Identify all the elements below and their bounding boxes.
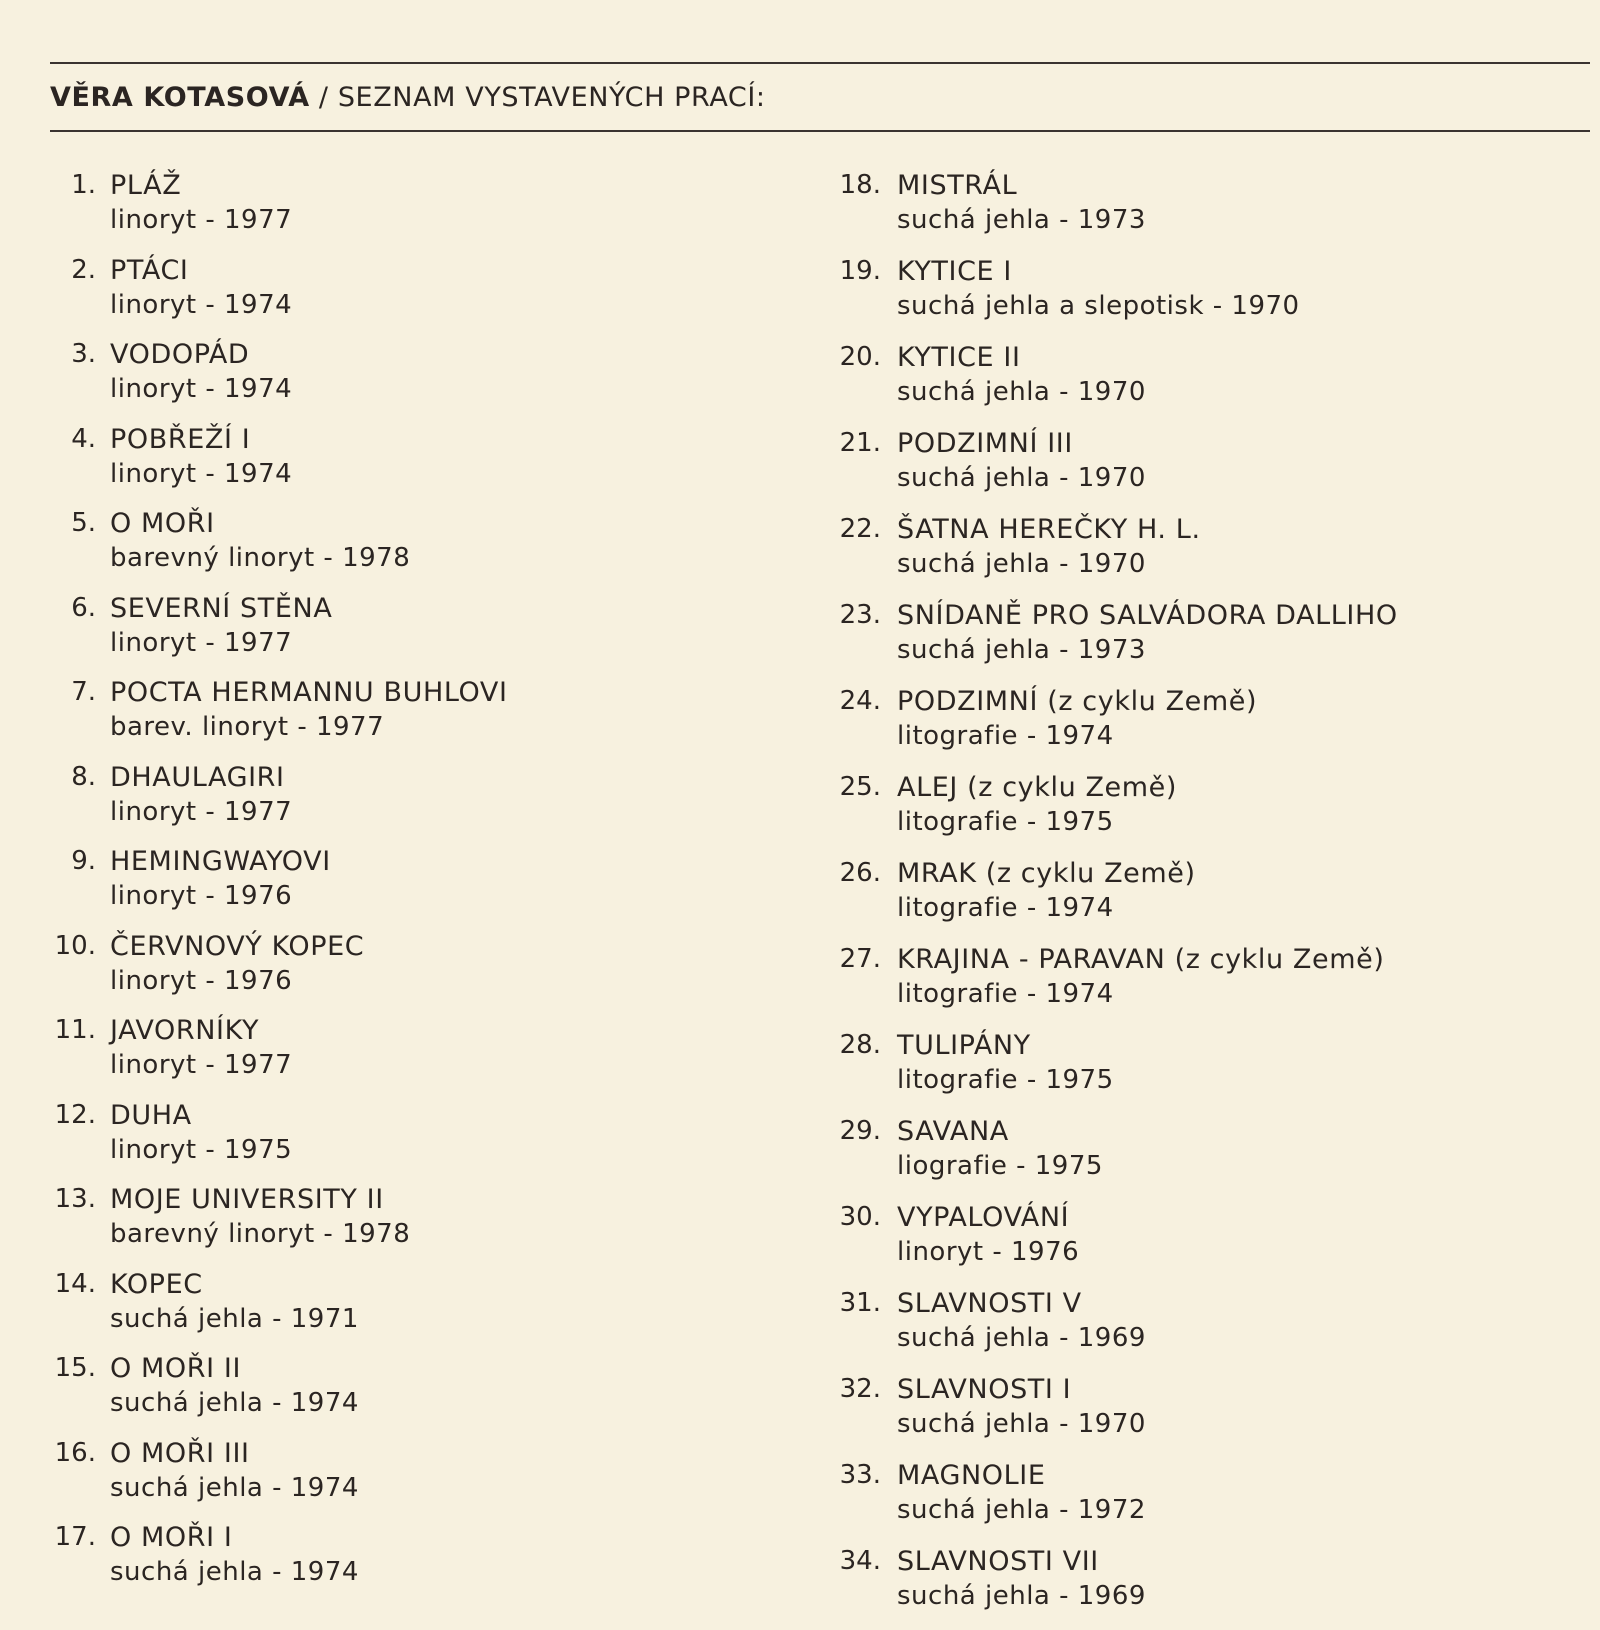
work-title: SAVANA [897,1116,1009,1147]
work-medium-year: linoryt - 1976 [897,1237,1080,1267]
list-item [835,598,1575,668]
item-number: 21. [839,428,881,458]
works-list-right [835,168,1575,1630]
work-title: DUHA [110,1099,192,1131]
list-item [835,168,1575,238]
work-title: POCTA HERMANNU BUHLOVI [110,677,508,708]
work-title: PODZIMNÍ III [897,428,1073,459]
list-item [50,1098,810,1168]
list-item [50,929,810,999]
work-title: KOPEC [110,1268,203,1300]
work-medium-year: suchá jehla - 1972 [897,1495,1146,1525]
work-medium-year: linoryt - 1974 [110,289,293,320]
work-medium-year: linoryt - 1977 [110,627,293,658]
work-medium-year: suchá jehla a slepotisk - 1970 [897,291,1300,321]
work-title: VYPALOVÁNÍ [897,1202,1070,1233]
list-item [50,1351,810,1421]
item-number: 10. [54,930,96,961]
item-number: 6. [71,592,96,623]
item-number: 11. [54,1015,96,1045]
item-number: 22. [839,514,881,544]
item-number: 2. [71,254,96,285]
page-header [50,82,766,113]
author-name: VĚRA KOTASOVÁ [50,82,310,113]
item-number: 9. [71,846,96,876]
item-number: 32. [839,1374,881,1404]
item-number: 33. [839,1460,881,1490]
item-number: 15. [54,1353,96,1383]
work-title: O MOŘI [110,508,215,539]
list-item [50,591,810,661]
work-medium-year: linoryt - 1974 [110,374,293,404]
work-title: PTÁCI [110,254,189,286]
item-number: 31. [839,1288,881,1318]
list-item [50,422,810,492]
work-title: SNÍDANĚ PRO SALVÁDORA DALLIHO [897,600,1398,631]
work-title: SLAVNOSTI I [897,1374,1072,1405]
work-medium-year: linoryt - 1975 [110,1134,293,1165]
work-medium-year: barevný linoryt - 1978 [110,1219,411,1249]
list-item [50,337,810,407]
work-title: POBŘEŽÍ I [110,423,251,455]
work-title: PODZIMNÍ (z cyklu Země) [897,686,1258,717]
item-number: 29. [839,1116,881,1146]
work-medium-year: liografie - 1975 [897,1151,1103,1181]
item-number: 28. [839,1030,881,1060]
list-item [50,1182,810,1252]
work-medium-year: linoryt - 1977 [110,205,293,235]
work-title: SEVERNÍ STĚNA [110,592,333,624]
list-item [835,1028,1575,1098]
work-title: KYTICE I [897,256,1012,287]
list-item [50,168,810,238]
work-medium-year: litografie - 1974 [897,721,1114,751]
item-number: 17. [54,1522,96,1552]
work-title: ALEJ (z cyklu Země) [897,772,1178,803]
list-item [835,340,1575,410]
work-title: PLÁŽ [110,170,182,201]
item-number: 26. [839,858,881,888]
work-title: KYTICE II [897,342,1021,373]
item-number: 4. [71,423,96,454]
work-medium-year: barevný linoryt - 1978 [110,543,411,573]
list-item [835,1544,1575,1614]
list-item [835,856,1575,926]
list-title: SEZNAM VYSTAVENÝCH PRACÍ: [337,82,766,113]
item-number: 16. [54,1437,96,1468]
work-medium-year: suchá jehla - 1973 [897,205,1146,235]
item-number: 14. [54,1268,96,1299]
work-title: ČERVNOVÝ KOPEC [110,930,365,962]
work-title: MISTRÁL [897,170,1018,201]
list-item [835,426,1575,496]
work-title: O MOŘI III [110,1437,250,1469]
list-item [50,506,810,576]
item-number: 13. [54,1184,96,1214]
work-medium-year: barev. linoryt - 1977 [110,712,385,742]
item-number: 24. [839,686,881,716]
item-number: 34. [839,1546,881,1576]
header-bottom-rule [50,130,1590,132]
list-item [835,1200,1575,1270]
work-medium-year: suchá jehla - 1970 [897,549,1146,579]
list-item [835,684,1575,754]
works-list-left [50,168,810,1605]
item-number: 8. [71,761,96,792]
list-item [50,1436,810,1506]
work-medium-year: suchá jehla - 1974 [110,1557,359,1587]
work-title: JAVORNÍKY [110,1015,260,1046]
list-item [835,942,1575,1012]
list-item [50,1267,810,1337]
item-number: 27. [839,944,881,974]
work-title: ŠATNA HEREČKY H. L. [897,514,1201,545]
work-title: O MOŘI II [110,1353,242,1384]
work-medium-year: linoryt - 1974 [110,458,293,489]
item-number: 7. [71,677,96,707]
work-title: TULIPÁNY [897,1030,1031,1061]
item-number: 1. [71,170,96,200]
work-title: MOJE UNIVERSITY II [110,1184,384,1215]
work-medium-year: suchá jehla - 1970 [897,377,1146,407]
item-number: 25. [839,772,881,802]
list-item [835,1114,1575,1184]
work-title: MAGNOLIE [897,1460,1046,1491]
work-medium-year: suchá jehla - 1971 [110,1303,359,1334]
work-medium-year: suchá jehla - 1974 [110,1472,359,1503]
list-item [50,253,810,323]
work-medium-year: suchá jehla - 1969 [897,1581,1146,1611]
item-number: 23. [839,600,881,630]
work-medium-year: linoryt - 1977 [110,796,293,827]
work-medium-year: linoryt - 1976 [110,881,293,911]
work-medium-year: litografie - 1975 [897,807,1114,837]
list-item [835,1372,1575,1442]
work-title: O MOŘI I [110,1522,233,1553]
item-number: 5. [71,508,96,538]
work-medium-year: suchá jehla - 1974 [110,1388,359,1418]
work-title: SLAVNOSTI VII [897,1546,1099,1577]
work-medium-year: suchá jehla - 1970 [897,1409,1146,1439]
header-separator: / [309,82,338,113]
item-number: 30. [839,1202,881,1232]
work-medium-year: suchá jehla - 1970 [897,463,1146,493]
work-title: MRAK (z cyklu Země) [897,858,1196,889]
item-number: 19. [839,256,881,286]
work-title: DHAULAGIRI [110,761,285,793]
work-medium-year: litografie - 1975 [897,1065,1114,1095]
item-number: 18. [839,170,881,200]
item-number: 12. [54,1099,96,1130]
work-title: VODOPÁD [110,339,250,370]
work-medium-year: linoryt - 1976 [110,965,293,996]
work-medium-year: suchá jehla - 1973 [897,635,1146,665]
list-item [835,1458,1575,1528]
list-item [835,770,1575,840]
list-item [835,254,1575,324]
work-title: KRAJINA - PARAVAN (z cyklu Země) [897,944,1385,975]
work-title: HEMINGWAYOVI [110,846,331,877]
list-item [50,844,810,914]
work-medium-year: suchá jehla - 1969 [897,1323,1146,1353]
list-item [50,1520,810,1590]
list-item [50,675,810,745]
list-item [50,1013,810,1083]
header-top-rule [50,62,1590,64]
list-item [50,760,810,830]
list-item [835,512,1575,582]
item-number: 3. [71,339,96,369]
work-medium-year: litografie - 1974 [897,893,1114,923]
work-medium-year: litografie - 1974 [897,979,1114,1009]
work-title: SLAVNOSTI V [897,1288,1082,1319]
item-number: 20. [839,342,881,372]
work-medium-year: linoryt - 1977 [110,1050,293,1080]
list-item [835,1286,1575,1356]
